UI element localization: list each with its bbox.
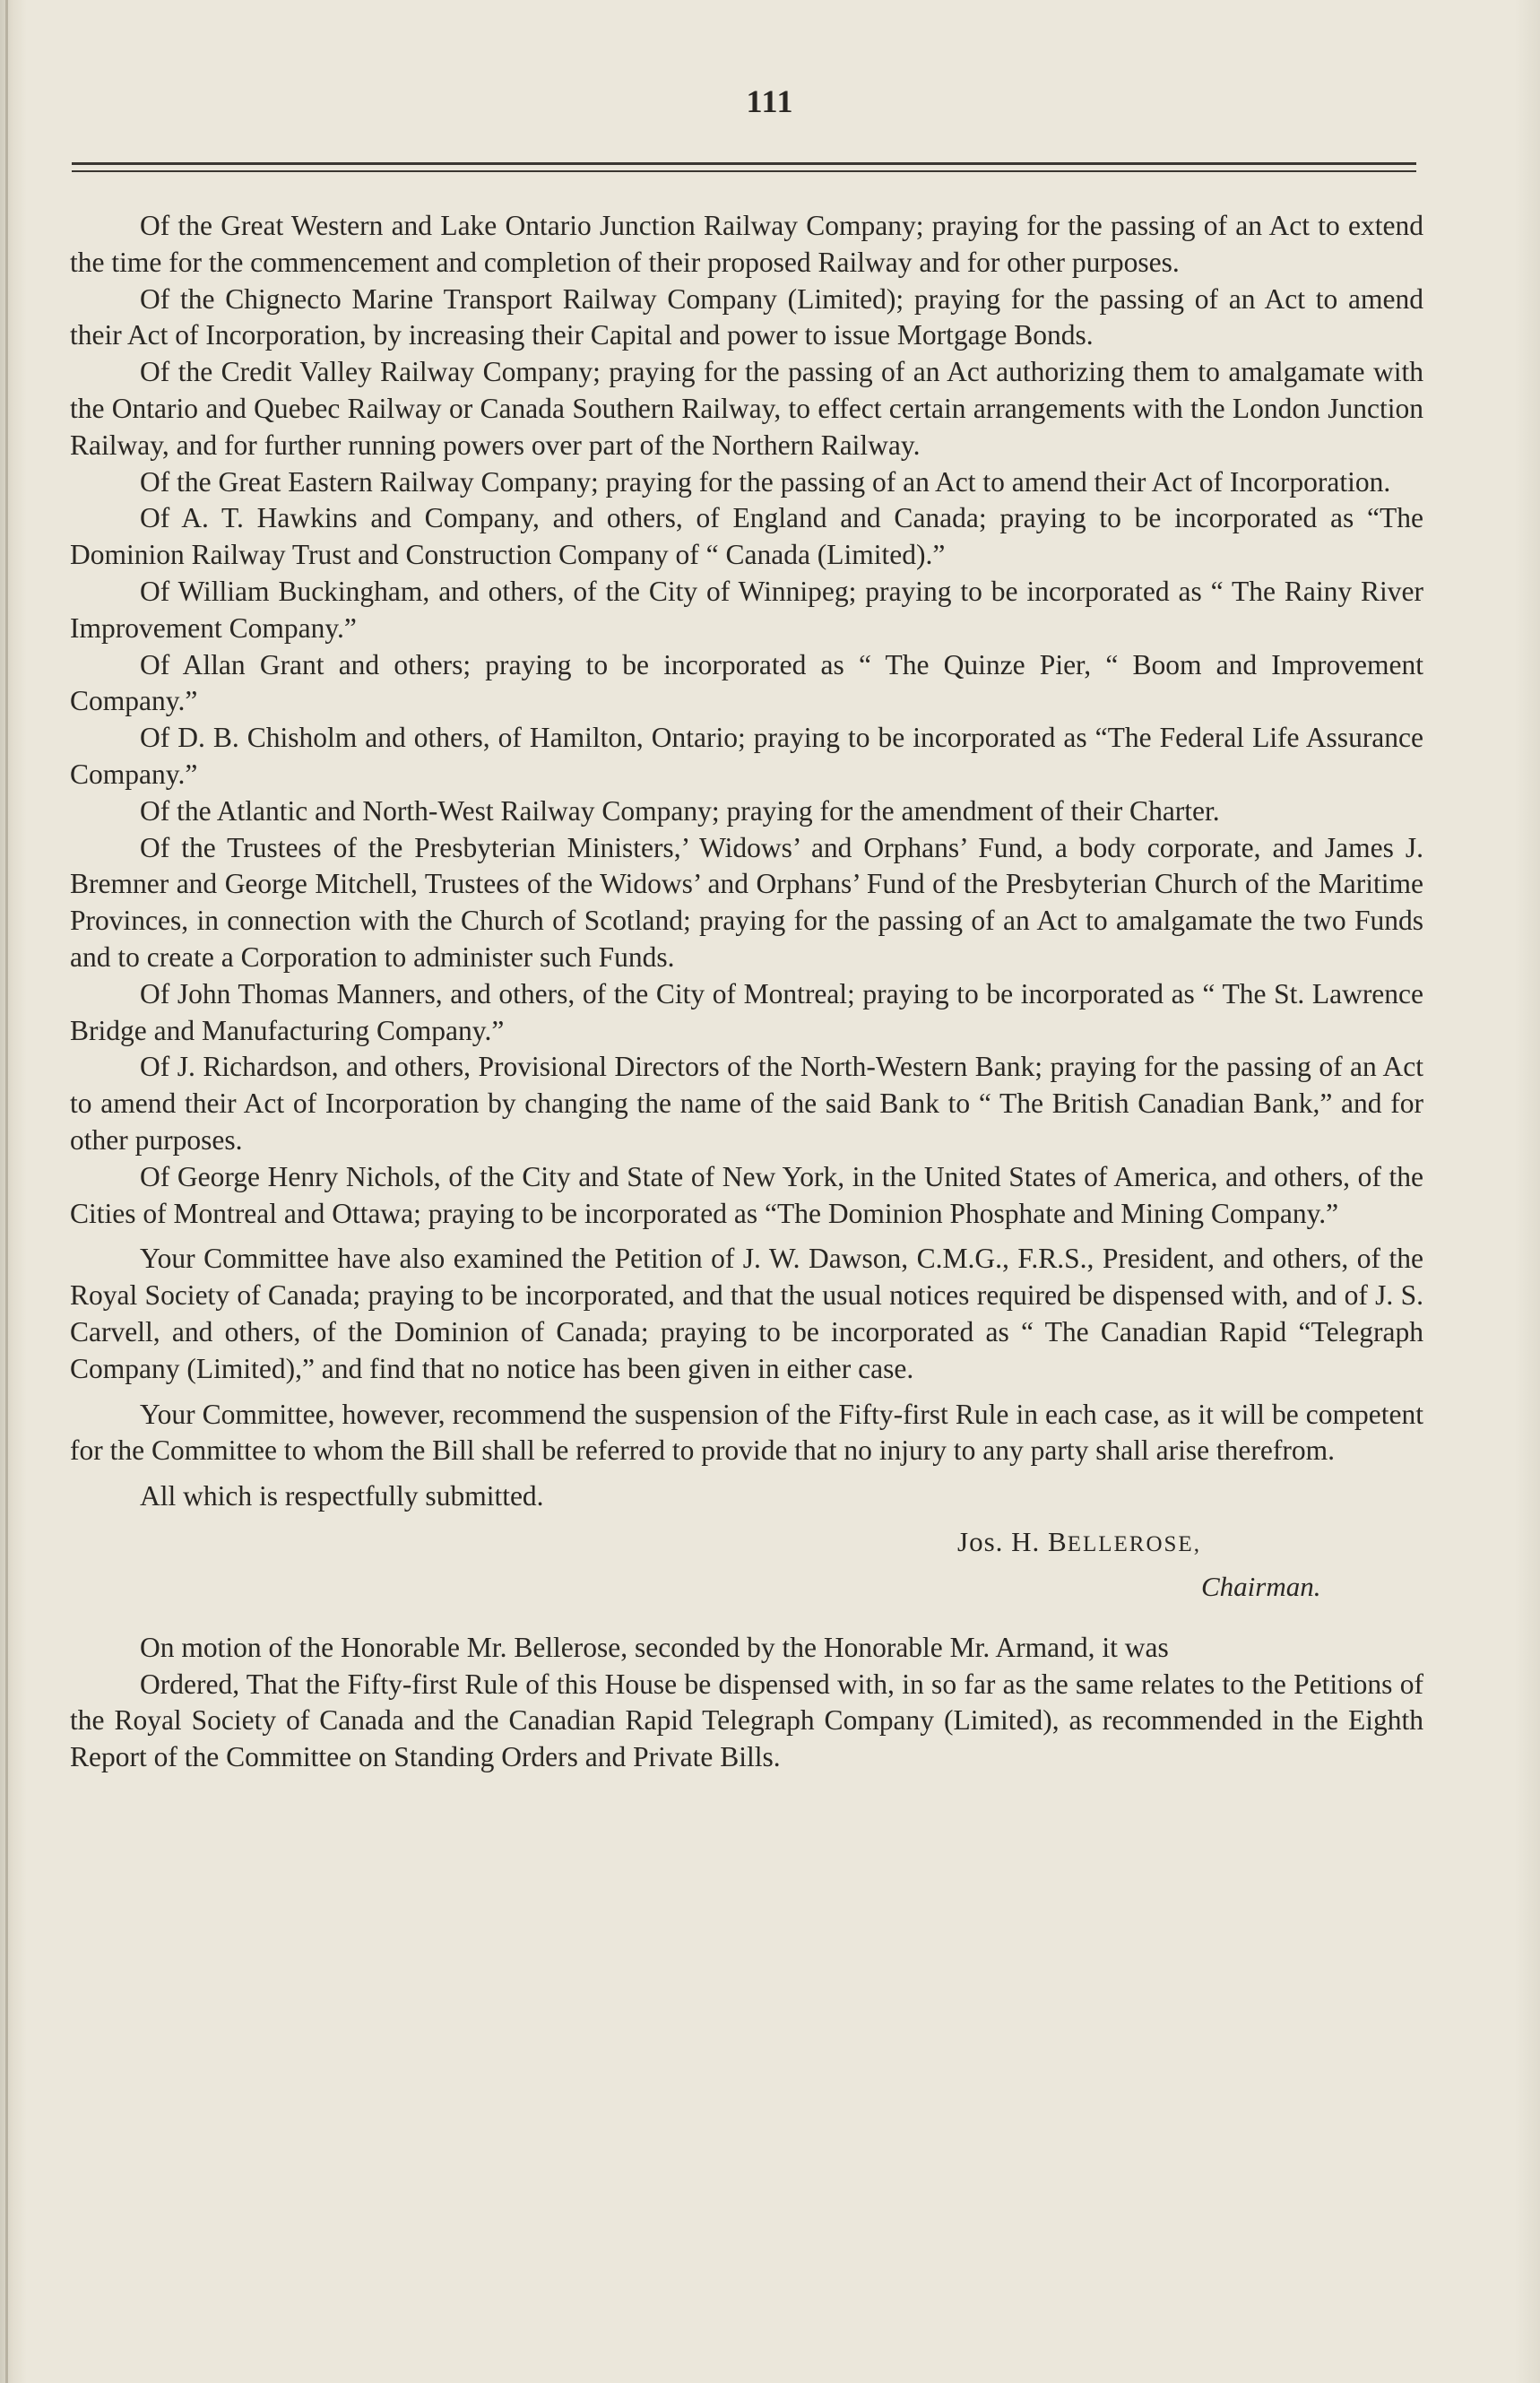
signature-name-smallcaps: ELLEROSE, xyxy=(1067,1531,1201,1556)
paragraph-credit-valley: Of the Credit Valley Railway Company; praying for the passing of an Act authorizing them to amalgamate with the Ontario and Quebec Railway or Canada Southern Railway, to effect certain arrangements with the London Junction Railway, and for further running powers over part of the Northern Railway. xyxy=(70,356,1423,461)
paragraph-richardson: Of J. Richardson, and others, Provisional Directors of the North-Western Bank; praying for the passing of an Act to amend their Act of Incorporation by changing the name of the said Bank to “ The British Canadian Bank,” and for other purposes. xyxy=(70,1051,1423,1156)
signature-title: Chairman. xyxy=(1201,1570,1321,1602)
signature-name-prefix: Jos. H. B xyxy=(957,1525,1068,1557)
signature-name xyxy=(957,1524,1201,1564)
paragraph-nichols: Of George Henry Nichols, of the City and State of New York, in the United States of America, and others, of the Cities of Montreal and Ottawa; praying to be incorporated as “The Dominion Phosphate and Mining Company.” xyxy=(70,1160,1423,1229)
paragraph-submitted: All which is respectfully submitted. xyxy=(140,1480,544,1512)
paragraph-atlantic: Of the Atlantic and North-West Railway Company; praying for the amendment of their Charter. xyxy=(140,794,1220,827)
body-text xyxy=(70,208,1423,1776)
paragraph-great-western: Of the Great Western and Lake Ontario Junction Railway Company; praying for the passing of an Act to extend the time for the commencement and completion of their proposed Railway and for other purposes. xyxy=(70,210,1423,278)
signature-block xyxy=(70,1519,1423,1630)
paragraph-allan-grant: Of Allan Grant and others; praying to be incorporated as “ The Quinze Pier, “ Boom and Improvement Company.” xyxy=(70,648,1423,717)
header-rule-thin xyxy=(72,170,1416,172)
paragraph-chisholm: Of D. B. Chisholm and others, of Hamilton, Ontario; praying to be incorporated as “The Federal Life Assurance Company.” xyxy=(70,722,1423,790)
paragraph-chignecto: Of the Chignecto Marine Transport Railway Company (Limited); praying for the passing of an Act to amend their Act of Incorporation, by increasing their Capital and power to issue Mortgage Bonds. xyxy=(70,282,1423,351)
ordered-paragraph: Ordered, That the Fifty-first Rule of this House be dispensed with, in so far as the same relates to the Petitions of the Royal Society of Canada and the Canadian Rapid Telegraph Company (Limited), as recommended in the Eighth Report of the Committee on Standing Orders and Private Bills. xyxy=(70,1668,1423,1773)
paragraph-recommendation: Your Committee, however, recommend the suspension of the Fifty-first Rule in each case, as it will be competent for the Committee to whom the Bill shall be referred to provide that no injury to any party shall arise therefrom. xyxy=(70,1398,1423,1467)
paragraph-presbyterian: Of the Trustees of the Presbyterian Ministers,’ Widows’ and Orphans’ Fund, a body corporate, and James J. Bremner and George Mitchell, Trustees of the Widows’ and Orphans’ Fund of the Presbyterian Church of the Maritime Provinces, in connection with the Church of Scotland; praying for the passing of an Act to amalgamate the two Funds and to create a Corporation to administer such Funds. xyxy=(70,831,1423,973)
paragraph-buckingham: Of William Buckingham, and others, of the City of Winnipeg; praying to be incorporated as “ The Rainy River Improvement Company.” xyxy=(70,575,1423,644)
header-rule-thick xyxy=(72,162,1416,165)
paragraph-manners: Of John Thomas Manners, and others, of the City of Montreal; praying to be incorporated as “ The St. Lawrence Bridge and Manufacturing Company.” xyxy=(70,977,1423,1046)
book-spine-shadow xyxy=(5,0,8,2383)
motion-paragraph: On motion of the Honorable Mr. Bellerose, seconded by the Honorable Mr. Armand, it was xyxy=(140,1631,1169,1663)
paragraph-great-eastern: Of the Great Eastern Railway Company; praying for the passing of an Act to amend their Act of Incorporation. xyxy=(140,465,1391,498)
paragraph-dawson: Your Committee have also examined the Petition of J. W. Dawson, C.M.G., F.R.S., President, and others, of the Royal Society of Canada; praying to be incorporated, and that the usual notices required be dispensed with, and of J. S. Carvell, and others, of the Dominion of Canada; praying to be incorporated as “ The Canadian Rapid “Telegraph Company (Limited),” and find that no notice has been given in either case. xyxy=(70,1243,1423,1384)
paragraph-hawkins: Of A. T. Hawkins and Company, and others, of England and Canada; praying to be incorporated as “The Dominion Railway Trust and Construction Company of “ Canada (Limited).” xyxy=(70,502,1423,571)
page-number: 111 xyxy=(746,83,794,119)
